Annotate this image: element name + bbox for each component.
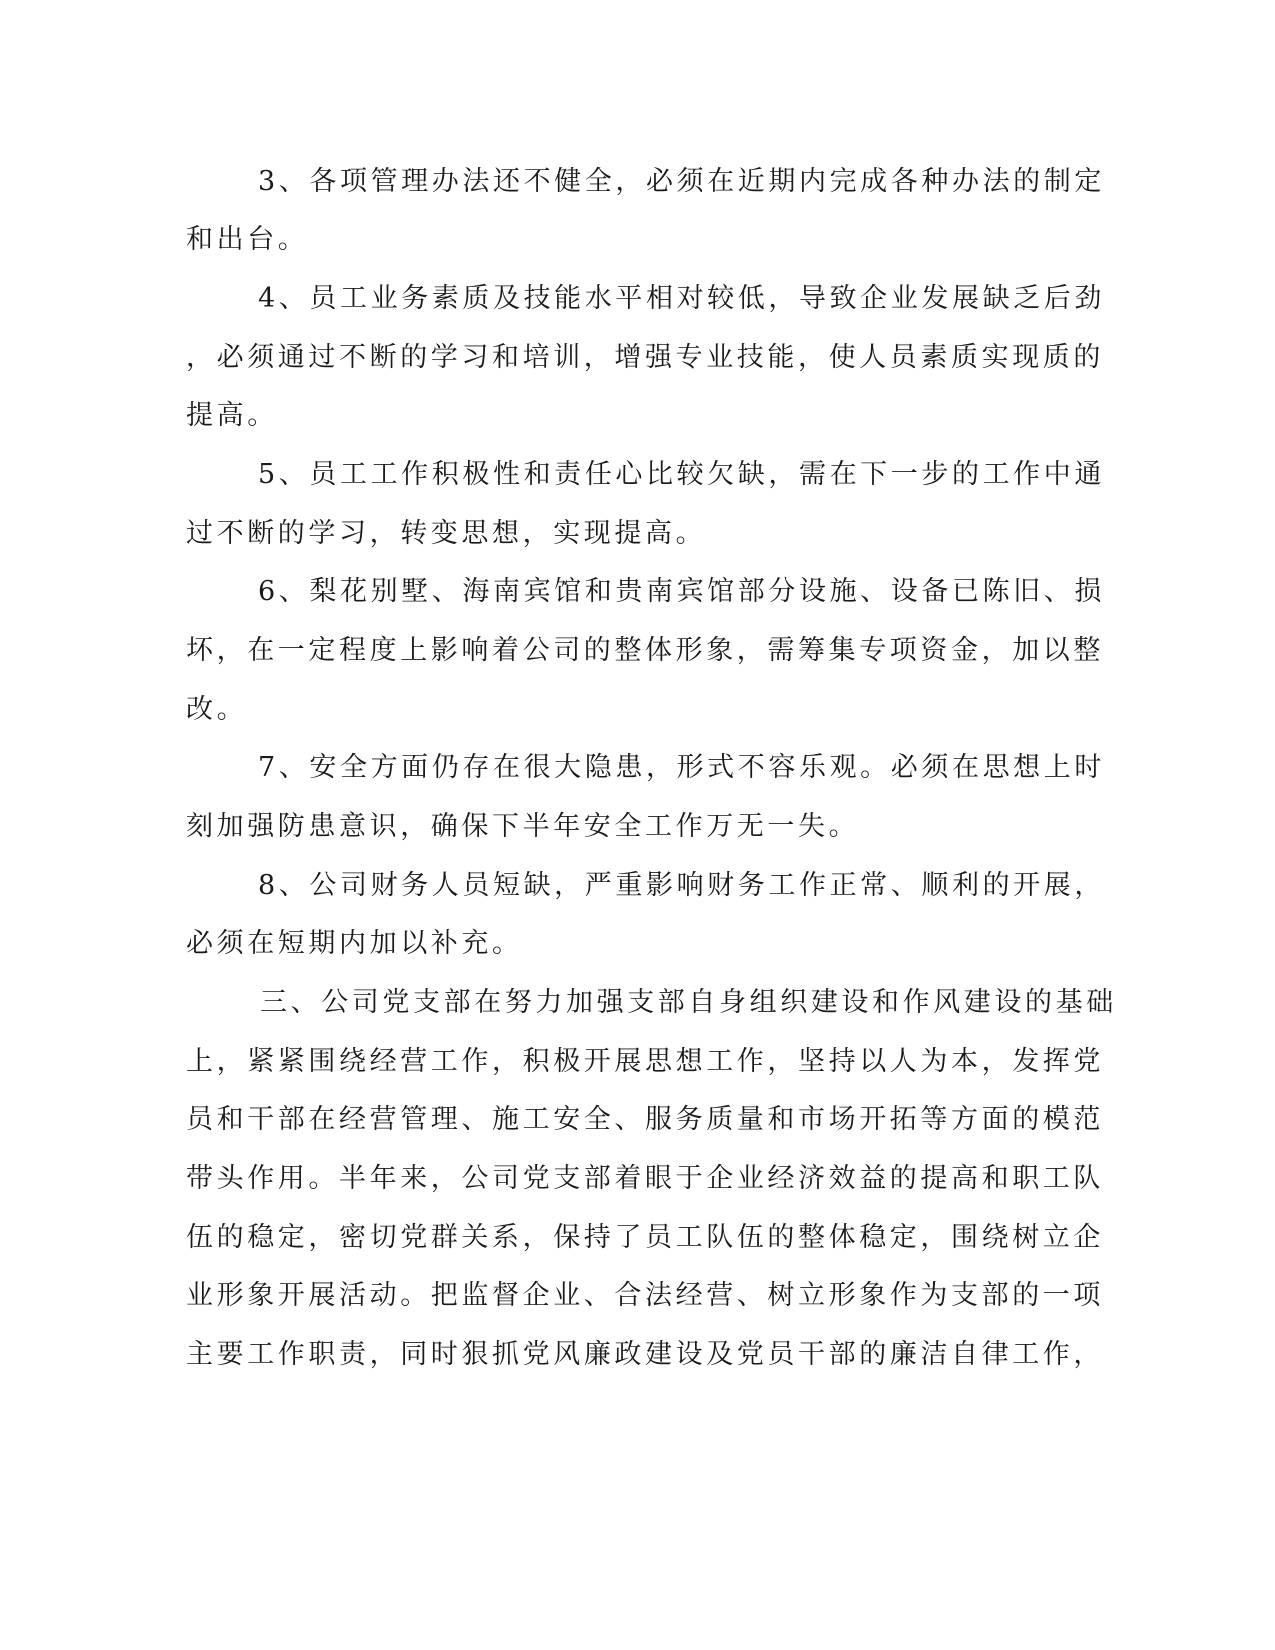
paragraph-section-3-line-1: 三、公司党支部在努力加强支部自身组织建设和作风建设的基础 [260,987,1117,1018]
paragraph-item-7-line-1: 7、安全方面仍存在很大隐患，形式不容乐观。必须在思想上时 [258,752,1105,783]
paragraph-section-3-line-7: 主要工作职责，同时狠抓党风廉政建设及党员干部的廉洁自律工作， [186,1339,1104,1370]
paragraph-item-8-line-1: 8、公司财务人员短缺，严重影响财务工作正常、顺利的开展， [258,870,1105,901]
paragraph-item-3-line-1: 3、各项管理办法还不健全，必须在近期内完成各种办法的制定 [258,166,1105,197]
paragraph-section-3-line-2: 上，紧紧围绕经营工作，积极开展思想工作，坚持以人为本，发挥党 [186,1046,1104,1077]
paragraph-section-3-line-6: 业形象开展活动。把监督企业、合法经营、树立形象作为支部的一项 [186,1280,1104,1311]
paragraph-item-6-line-2: 坏，在一定程度上影响着公司的整体形象，需筹集专项资金，加以整 [186,635,1104,666]
paragraph-item-3-line-2: 和出台。 [186,224,309,255]
paragraph-section-3-line-3: 员和干部在经营管理、施工安全、服务质量和市场开拓等方面的模范 [186,1104,1104,1135]
paragraph-item-4-line-3: 提高。 [186,400,278,431]
paragraph-item-4-line-1: 4、员工业务素质及技能水平相对较低，导致企业发展缺乏后劲 [258,283,1105,314]
paragraph-section-3-line-5: 伍的稳定，密切党群关系，保持了员工队伍的整体稳定，围绕树立企 [186,1222,1104,1253]
paragraph-item-4-line-2: ，必须通过不断的学习和培训，增强专业技能，使人员素质实现质的 [186,342,1104,373]
paragraph-item-6-line-1: 6、梨花别墅、海南宾馆和贵南宾馆部分设施、设备已陈旧、损 [258,576,1105,607]
paragraph-item-5-line-2: 过不断的学习，转变思想，实现提高。 [186,518,707,549]
paragraph-section-3-line-4: 带头作用。半年来，公司党支部着眼于企业经济效益的提高和职工队 [186,1163,1104,1194]
paragraph-item-8-line-2: 必须在短期内加以补充。 [186,928,523,959]
paragraph-item-6-line-3: 改。 [186,694,248,725]
paragraph-item-7-line-2: 刻加强防患意识，确保下半年安全工作万无一失。 [186,811,860,842]
paragraph-item-5-line-1: 5、员工工作积极性和责任心比较欠缺，需在下一步的工作中通 [258,459,1105,490]
